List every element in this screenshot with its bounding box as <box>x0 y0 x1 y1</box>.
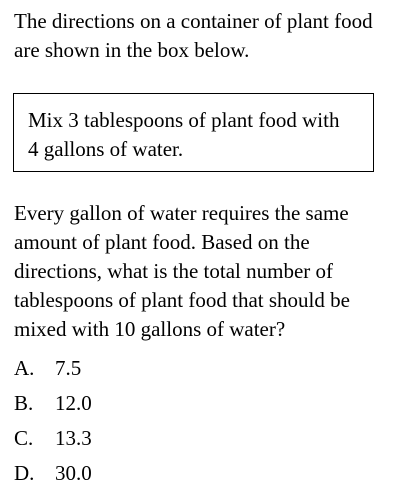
choice-b[interactable] <box>14 389 92 424</box>
directions-line-1: Mix 3 tablespoons of plant food with <box>28 108 340 132</box>
choice-letter: D. <box>14 461 35 485</box>
intro-text: The directions on a container of plant food are shown in the box below. <box>14 9 373 62</box>
choice-value: 12.0 <box>55 391 92 415</box>
choice-value: 13.3 <box>55 426 92 450</box>
question-text: Every gallon of water requires the same amount of plant food. Based on the directions, what is the total number of tablespoons of plant food that should be mixed with 10 gallons of water? <box>14 201 350 341</box>
choice-a[interactable] <box>14 354 92 389</box>
choice-c[interactable] <box>14 424 92 459</box>
choice-value: 30.0 <box>55 461 92 485</box>
choice-value: 7.5 <box>55 356 82 380</box>
directions-line-2: 4 gallons of water. <box>28 137 184 161</box>
choice-d[interactable] <box>14 459 92 494</box>
answer-choices <box>14 354 92 494</box>
choice-letter: C. <box>14 426 34 450</box>
directions-box <box>13 93 374 172</box>
choice-letter: A. <box>14 356 35 380</box>
choice-letter: B. <box>14 391 34 415</box>
